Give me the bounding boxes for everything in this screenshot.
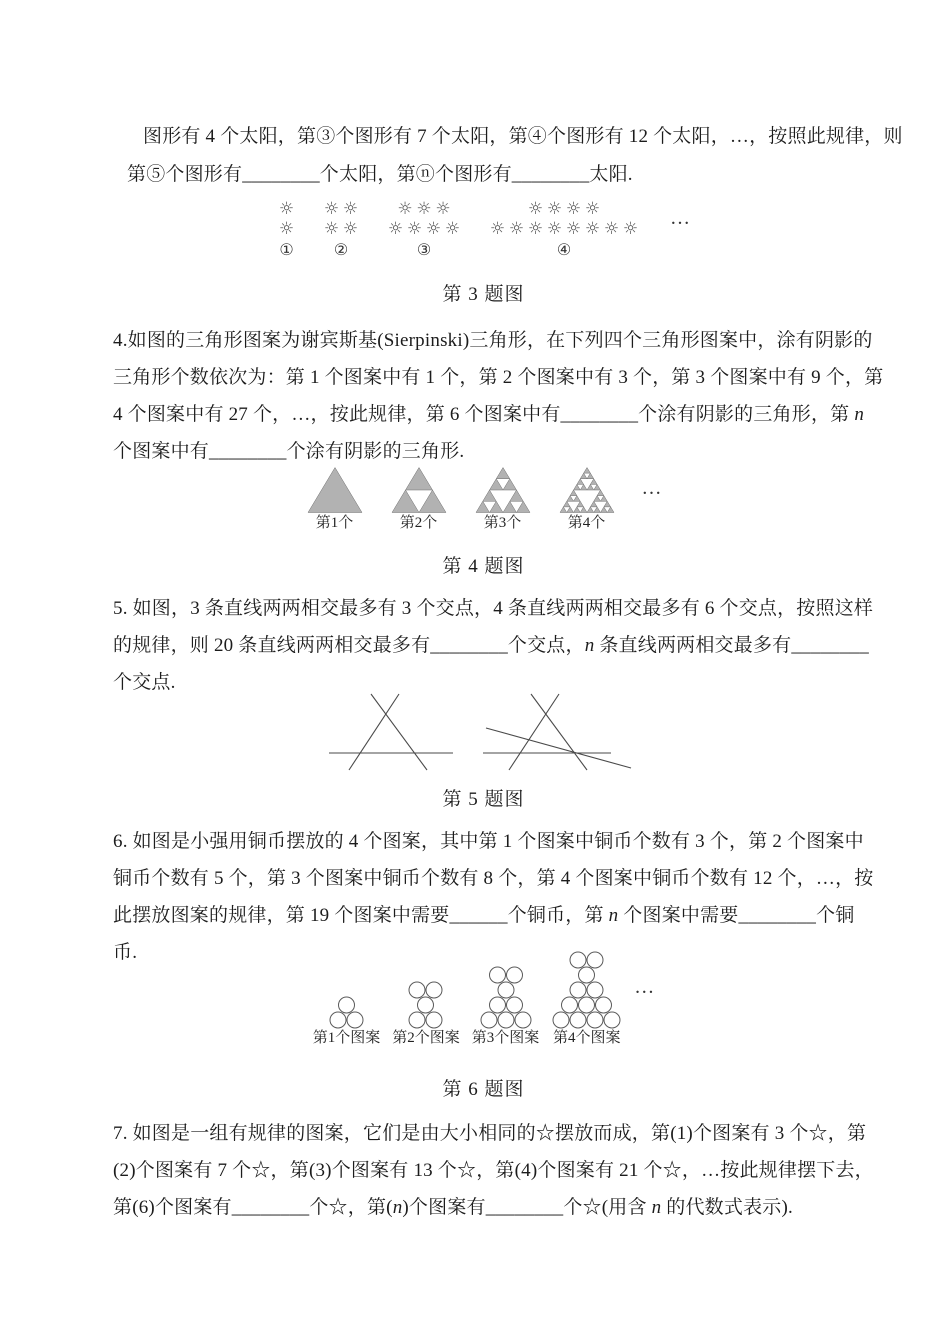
problem-text-line: (2)个图案有 7 个☆，第(3)个图案有 13 个☆，第(4)个图案有 21 个☆，…按此规律摆下去， bbox=[113, 1160, 874, 1181]
coin-pyramid-graphic bbox=[479, 966, 533, 1029]
sun-icon: ☼ bbox=[323, 199, 340, 219]
intersecting-lines-figure bbox=[113, 691, 854, 771]
coin-pyramid-item bbox=[313, 996, 381, 1047]
sun-group bbox=[488, 199, 640, 260]
problem-text-line: 币. bbox=[113, 942, 138, 963]
sun-icon: ☼ bbox=[622, 219, 639, 239]
figure-caption: 第 6 题图 bbox=[442, 1079, 525, 1100]
ellipsis: … bbox=[670, 207, 690, 229]
sun-icon: ☼ bbox=[565, 219, 582, 239]
coin-pyramid-item bbox=[551, 951, 622, 1047]
sierpinski-triangle-graphic bbox=[558, 466, 616, 514]
problem-text-line: 三角形个数依次为：第 1 个图案中有 1 个，第 2 个图案中有 3 个，第 3 个图案中有 9 个，第 bbox=[113, 367, 884, 388]
sierpinski-item-label: 第2个 bbox=[399, 515, 438, 531]
sun-icon: ☼ bbox=[603, 219, 620, 239]
sun-icon: ☼ bbox=[444, 219, 461, 239]
sun-icon: ☼ bbox=[584, 219, 601, 239]
sun-row bbox=[277, 219, 296, 239]
figure-caption: 第 5 题图 bbox=[442, 789, 525, 810]
sierpinski-item-label: 第1个 bbox=[315, 515, 354, 531]
sun-group bbox=[277, 199, 296, 260]
sun-icon: ☼ bbox=[546, 219, 563, 239]
sun-icon: ☼ bbox=[527, 219, 544, 239]
sun-group-label: ① bbox=[279, 242, 294, 259]
sun-icon: ☼ bbox=[416, 199, 432, 219]
problem-6-text bbox=[113, 823, 874, 971]
sun-row bbox=[277, 199, 296, 219]
sun-icon: ☼ bbox=[565, 199, 582, 219]
sierpinski-triangle-figure bbox=[113, 466, 854, 532]
coin-pyramid-graphic bbox=[328, 996, 365, 1029]
sierpinski-item bbox=[306, 466, 364, 532]
sun-pattern-figure bbox=[113, 200, 854, 260]
sun-group-label: ③ bbox=[416, 242, 432, 259]
sierpinski-triangle-graphic bbox=[390, 466, 448, 514]
problem-text-line: 第⑤个图形有________个太阳，第ⓝ个图形有________太阳. bbox=[127, 164, 633, 185]
sun-icon: ☼ bbox=[425, 219, 442, 239]
sun-icon: ☼ bbox=[489, 219, 506, 239]
sun-row bbox=[526, 199, 602, 219]
problem-text-line: 图形有 4 个太阳，第③个图形有 7 个太阳，第④个图形有 12 个太阳，…，按照此规律，则 bbox=[143, 126, 903, 147]
problem-3-text bbox=[113, 118, 903, 194]
sierpinski-item bbox=[390, 466, 448, 532]
coin-pyramid-label: 第2个图案 bbox=[392, 1030, 460, 1046]
problem-text-line: 6. 如图是小强用铜币摆放的 4 个图案，其中第 1 个图案中铜币个数有 3 个，第 2 个图案中 bbox=[113, 831, 864, 852]
coin-pyramid-graphic bbox=[407, 981, 444, 1029]
problem-text-line: 的规律，则 20 条直线两两相交最多有________个交点，n 条直线两两相交最多有________ bbox=[113, 635, 869, 656]
problem-text-line: 此摆放图案的规律，第 19 个图案中需要______个铜币，第 n 个图案中需要________个铜 bbox=[113, 905, 855, 926]
sun-row bbox=[396, 199, 453, 219]
three-lines-graphic bbox=[327, 690, 457, 772]
ellipsis: … bbox=[641, 477, 662, 499]
sierpinski-item-label: 第4个 bbox=[567, 515, 606, 531]
sun-icon: ☼ bbox=[397, 199, 413, 219]
sun-group-label: ④ bbox=[556, 242, 572, 259]
four-lines-graphic bbox=[481, 690, 641, 772]
sun-icon: ☼ bbox=[508, 219, 525, 239]
figure-caption: 第 4 题图 bbox=[442, 556, 525, 577]
sierpinski-item bbox=[558, 466, 616, 532]
coin-pyramid-graphic bbox=[551, 951, 622, 1029]
figure-caption: 第 3 题图 bbox=[442, 284, 525, 305]
sun-icon: ☼ bbox=[406, 219, 423, 239]
sierpinski-triangle-graphic bbox=[474, 466, 532, 514]
sun-icon: ☼ bbox=[387, 219, 404, 239]
problem-text-line: 个图案中有________个涂有阴影的三角形. bbox=[113, 441, 465, 462]
problem-text-line: 个交点. bbox=[113, 672, 176, 693]
coin-pyramid-figure bbox=[113, 959, 854, 1047]
problem-text-line: 4.如图的三角形图案为谢宾斯基(Sierpinski)三角形，在下列四个三角形图案中，涂有阴影的 bbox=[113, 330, 873, 351]
sun-icon: ☼ bbox=[342, 199, 359, 219]
coin-pyramid-label: 第1个图案 bbox=[312, 1030, 381, 1046]
ellipsis: … bbox=[634, 976, 655, 998]
sun-row bbox=[386, 219, 462, 239]
sun-group bbox=[322, 199, 360, 260]
sierpinski-item bbox=[474, 466, 532, 532]
sun-icon: ☼ bbox=[435, 199, 451, 219]
problem-5-text bbox=[113, 590, 874, 701]
problem-7-text bbox=[113, 1115, 874, 1226]
problem-text-line: 7. 如图是一组有规律的图案，它们是由大小相同的☆摆放而成，第(1)个图案有 3 个☆，第 bbox=[113, 1123, 867, 1144]
sun-icon: ☼ bbox=[546, 199, 563, 219]
sun-icon: ☼ bbox=[323, 219, 340, 239]
coin-pyramid-label: 第4个图案 bbox=[553, 1030, 621, 1046]
coin-pyramid-item bbox=[392, 981, 460, 1047]
problem-text-line: 第(6)个图案有________个☆，第(n)个图案有________个☆(用含 n 的代数式表示). bbox=[113, 1197, 793, 1218]
sun-icon: ☼ bbox=[527, 199, 544, 219]
problem-4-text bbox=[113, 322, 884, 470]
sun-icon: ☼ bbox=[584, 199, 601, 219]
coin-pyramid-label: 第3个图案 bbox=[471, 1030, 540, 1046]
sierpinski-item-label: 第3个 bbox=[483, 515, 522, 531]
problem-text-line: 5. 如图，3 条直线两两相交最多有 3 个交点，4 条直线两两相交最多有 6 个交点，按照这样 bbox=[113, 598, 874, 619]
sun-row bbox=[322, 199, 360, 219]
sun-row bbox=[322, 219, 360, 239]
sun-icon: ☼ bbox=[278, 219, 295, 239]
sun-group-label: ② bbox=[333, 242, 349, 259]
coin-pyramid-item bbox=[472, 966, 540, 1047]
problem-text-line: 4 个图案中有 27 个，…，按此规律，第 6 个图案中有________个涂有阴影的三角形，第 n bbox=[113, 404, 865, 425]
sun-icon: ☼ bbox=[278, 199, 295, 219]
sun-row bbox=[488, 219, 640, 239]
sun-icon: ☼ bbox=[342, 219, 359, 239]
sierpinski-triangle-graphic bbox=[306, 466, 364, 514]
problem-text-line: 铜币个数有 5 个，第 3 个图案中铜币个数有 8 个，第 4 个图案中铜币个数有 12 个，…，按 bbox=[113, 868, 874, 889]
sun-group bbox=[386, 199, 462, 260]
